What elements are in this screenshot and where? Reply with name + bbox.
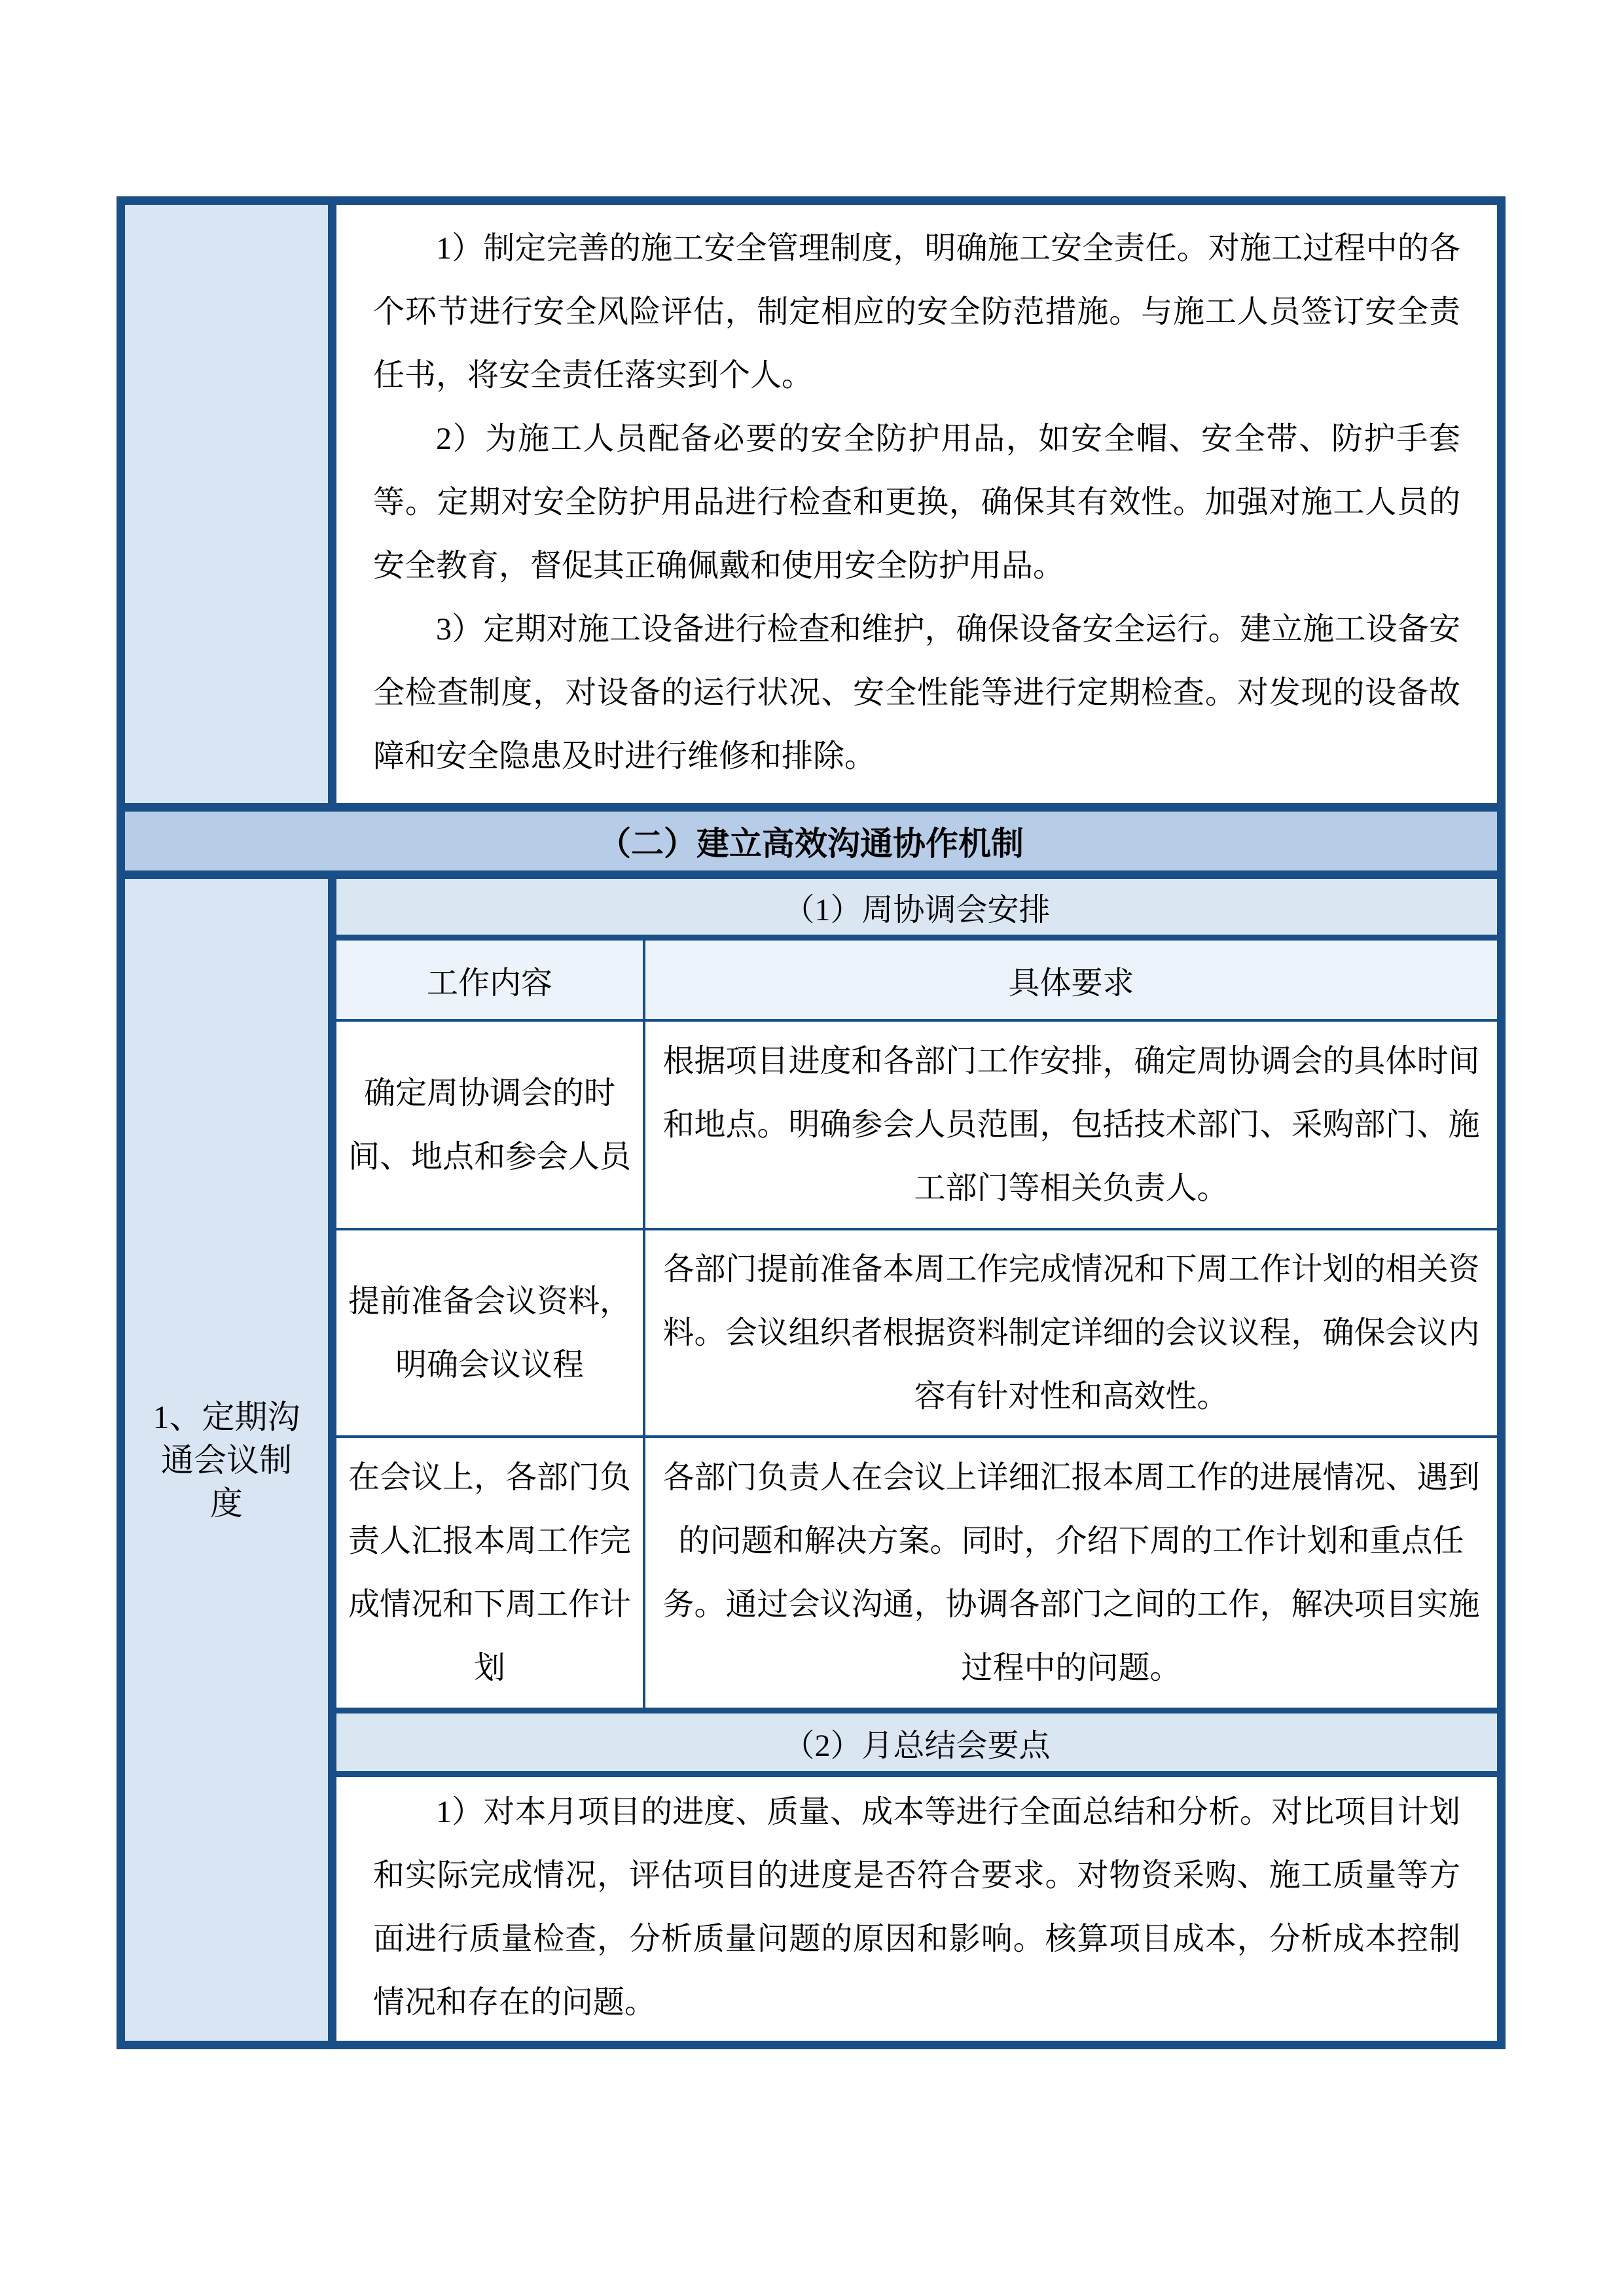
column-header-requirements: 具体要求 [1008, 965, 1134, 1001]
work-content-cell: 确定周协调会的时间、地点和参会人员 [336, 1022, 645, 1228]
safety-content-cell [336, 205, 1497, 803]
requirement-cell: 各部门负责人在会议上详细汇报本周工作的进展情况、遇到的问题和解决方案。同时，介绍下周的工作计划和重点任务。通过会议沟通，协调各部门之间的工作，解决项目实施过程中的问题。 [662, 1460, 1480, 1685]
safety-label-cell [125, 205, 336, 803]
section-header: （二）建立高效沟通协作机制 [125, 812, 1497, 879]
meeting-section [125, 879, 1497, 2041]
safety-row [125, 205, 1497, 812]
weekly-meeting-header: （1）周协调会安排 [336, 879, 1497, 941]
table-row [336, 1022, 1497, 1230]
table-row [336, 1230, 1497, 1438]
work-content-cell: 在会议上，各部门负责人汇报本周工作完成情况和下周工作计划 [336, 1438, 645, 1708]
safety-paragraph-3: 3）定期对施工设备进行检查和维护，确保设备安全运行。建立施工设备安全检查制度，对设备的运行状况、安全性能等进行定期检查。对发现的设备故障和安全隐患及时进行维修和排除。 [373, 612, 1460, 774]
meeting-label-cell: 1、定期沟通会议制度 [125, 879, 336, 2041]
monthly-meeting-header: （2）月总结会要点 [336, 1713, 1497, 1777]
table-row [336, 1438, 1497, 1713]
subtable-column-headers [336, 941, 1497, 1022]
meeting-subtable [336, 879, 1497, 2041]
management-table [117, 196, 1506, 2049]
safety-paragraph-1: 1）制定完善的施工安全管理制度，明确施工安全责任。对施工过程中的各个环节进行安全风险评估，制定相应的安全防范措施。与施工人员签订安全责任书，将安全责任落实到个人。 [373, 231, 1460, 393]
work-content-cell: 提前准备会议资料，明确会议议程 [336, 1230, 645, 1435]
requirement-cell: 根据项目进度和各部门工作安排，确定周协调会的具体时间和地点。明确参会人员范围，包括技术部门、采购部门、施工部门等相关负责人。 [662, 1044, 1480, 1206]
requirement-cell: 各部门提前准备本周工作完成情况和下周工作计划的相关资料。会议组织者根据资料制定详细的会议议程，确保会议内容有针对性和高效性。 [662, 1252, 1480, 1414]
monthly-summary-paragraph: 1）对本月项目的进度、质量、成本等进行全面总结和分析。对比项目计划和实际完成情况，评估项目的进度是否符合要求。对物资采购、施工质量等方面进行质量检查，分析质量问题的原因和影响。核算项目成本，分析成本控制情况和存在的问题。 [373, 1795, 1460, 2020]
monthly-summary-cell [336, 1777, 1497, 2041]
column-header-work-content: 工作内容 [336, 941, 645, 1019]
safety-paragraph-2: 2）为施工人员配备必要的安全防护用品，如安全帽、安全带、防护手套等。定期对安全防护用品进行检查和更换，确保其有效性。加强对施工人员的安全教育，督促其正确佩戴和使用安全防护用品。 [373, 422, 1460, 583]
